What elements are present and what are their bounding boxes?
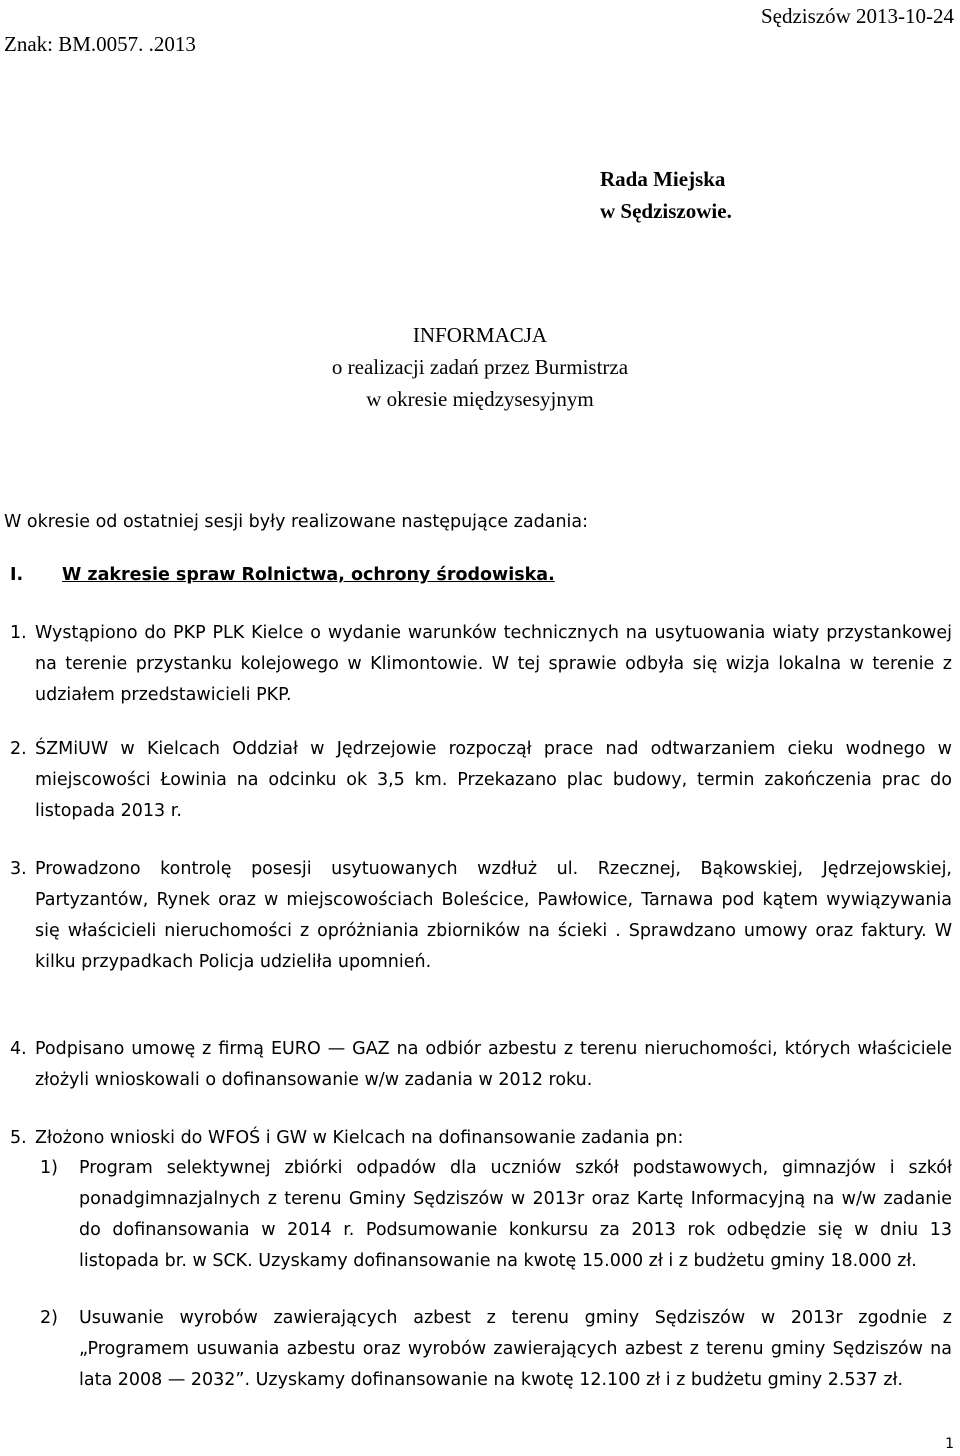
list-item-number: 5.	[10, 1128, 27, 1148]
addressee-line-2: w Sędziszowie.	[600, 199, 732, 223]
section-number: I.	[10, 565, 24, 585]
list-item	[10, 618, 952, 711]
list-item-number: 4.	[10, 1039, 27, 1059]
document-reference: Znak: BM.0057. .2013	[4, 32, 196, 56]
list-item	[10, 1123, 952, 1154]
list-item-text: Podpisano umowę z firmą EURO — GAZ na odbiór azbestu z terenu nieruchomości, których właściciele złożyli wnioskowali o dofinansowanie w/w zadania w 2012 roku.	[35, 1039, 952, 1090]
document-date: Sędziszów 2013-10-24	[760, 4, 954, 28]
list-item-number: 3.	[10, 859, 27, 879]
list-item-text: ŚZMiUW w Kielcach Oddział w Jędrzejowie rozpoczął prace nad odtwarzaniem cieku wodnego w miejscowości Łowinia na odcinku ok 3,5 km. Przekazano plac budowy, termin zakończenia prac do listopada 2013 r.	[35, 739, 952, 821]
sub-list-item-text: Program selektywnej zbiórki odpadów dla uczniów szkół podstawowych, gimnazjów i szkół ponadgimnazjalnych z terenu Gminy Sędziszów w 2013r oraz Kartę Informacyjną na w/w zadanie do dofinansowania w 2014 r. Podsumowanie konkursu za 2013 rok odbędzie się w dniu 13 listopada br. w SCK. Uzyskamy dofinansowanie na kwotę 15.000 zł i z budżetu gminy 18.000 zł.	[79, 1158, 952, 1271]
page-number: 1	[945, 1436, 954, 1452]
document-subtitle-2: w okresie międzysesyjnym	[366, 387, 594, 411]
addressee-line-1: Rada Miejska	[600, 167, 726, 191]
list-item-text: Złożono wnioski do WFOŚ i GW w Kielcach na dofinansowanie zadania pn:	[35, 1128, 684, 1148]
list-item-text: Wystąpiono do PKP PLK Kielce o wydanie warunków technicznych na usytuowania wiaty przystankowej na terenie przystanku kolejowego w Klimontowie. W tej sprawie odbyła się wizja lokalna w terenie z udziałem przedstawicieli PKP.	[35, 623, 952, 705]
list-item-number: 1.	[10, 623, 27, 643]
sub-list-item	[40, 1303, 952, 1396]
document-title: INFORMACJA	[412, 323, 548, 347]
list-item	[10, 854, 952, 978]
sub-list-item-number: 2)	[40, 1308, 58, 1328]
list-item-number: 2.	[10, 739, 27, 759]
document-subtitle-1: o realizacji zadań przez Burmistrza	[331, 355, 629, 379]
sub-list-item	[40, 1153, 952, 1277]
sub-list-item-number: 1)	[40, 1158, 58, 1178]
list-item	[10, 734, 952, 827]
sub-list-item-text: Usuwanie wyrobów zawierających azbest z terenu gminy Sędziszów w 2013r zgodnie z „Programem usuwania azbestu oraz wyrobów zawierających azbest z terenu gminy Sędziszów na lata 2008 — 2032”. Uzyskamy dofinansowanie na kwotę 12.100 zł i z budżetu gminy 2.537 zł.	[79, 1308, 952, 1390]
intro-text: W okresie od ostatniej sesji były realizowane następujące zadania:	[4, 512, 589, 532]
section-heading: W zakresie spraw Rolnictwa, ochrony środowiska.	[62, 565, 555, 585]
list-item	[10, 1034, 952, 1096]
list-item-text: Prowadzono kontrolę posesji usytuowanych wzdłuż ul. Rzecznej, Bąkowskiej, Jędrzejowskiej, Partyzantów, Rynek oraz w miejscowościach Boleścice, Pawłowice, Tarnawa pod kątem wywiązywania się właścicieli nieruchomości z opróżniania zbiorników na ścieki . Sprawdzano umowy oraz faktury. W kilku przypadkach Policja udzieliła upomnień.	[35, 859, 952, 972]
